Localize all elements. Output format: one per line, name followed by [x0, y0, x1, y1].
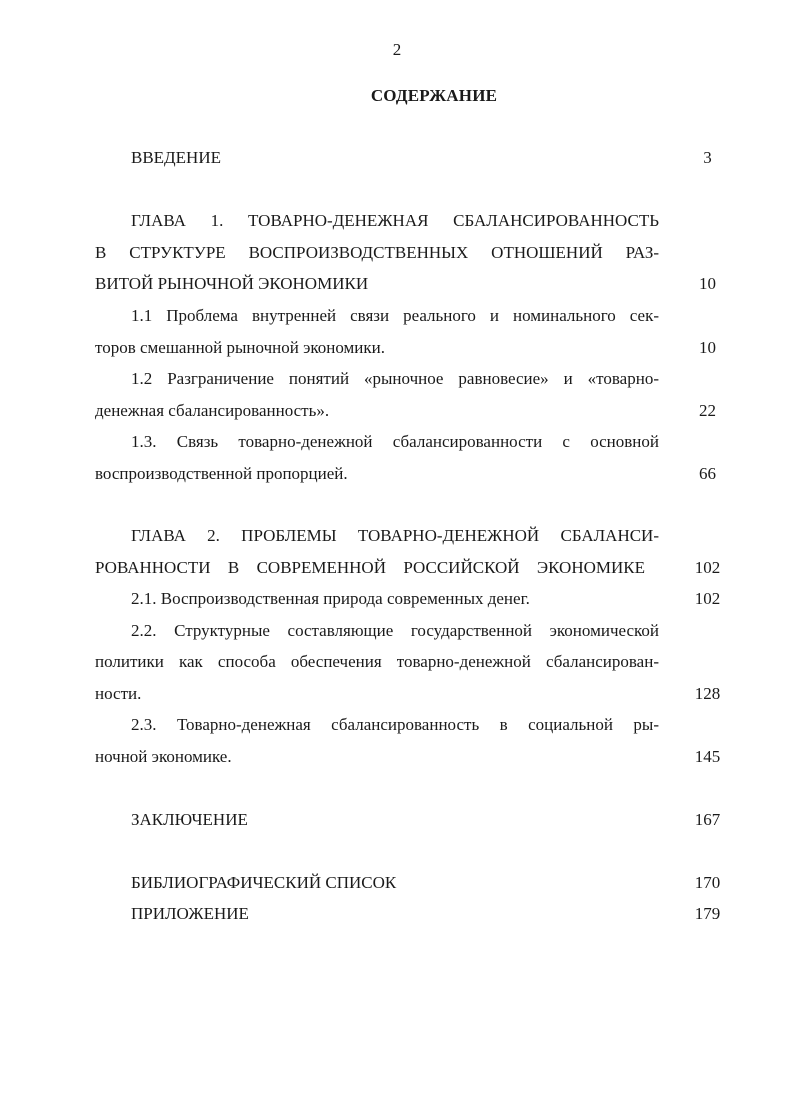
intro-label: ВВЕДЕНИЕ — [131, 148, 221, 167]
section-1-2-line-2: денежная сбалансированность». — [95, 401, 330, 420]
conclusion-page: 167 — [694, 810, 721, 829]
section-1-2-line-1: 1.2 Разграничение понятий «рыночное равновесие» и «товарно- — [131, 369, 659, 388]
section-2-3-line-1: 2.3. Товарно-денежная сбалансированность в социальной ры- — [131, 715, 659, 734]
section-2-1-page: 102 — [694, 589, 721, 608]
conclusion-label: ЗАКЛЮЧЕНИЕ — [131, 810, 248, 829]
chapter-1-page: 10 — [699, 274, 716, 293]
chapter-2-page: 102 — [694, 558, 721, 577]
chapter-1-heading-line-1: ГЛАВА 1. ТОВАРНО-ДЕНЕЖНАЯ СБАЛАНСИРОВАННОСТЬ — [131, 211, 659, 230]
bibliography-page: 170 — [694, 873, 721, 892]
section-1-3-page: 66 — [699, 464, 716, 483]
chapter-1-heading-line-2: В СТРУКТУРЕ ВОСПРОИЗВОДСТВЕННЫХ ОТНОШЕНИЙ РАЗ- — [95, 243, 659, 262]
appendix-page: 179 — [694, 904, 721, 923]
toc-title: СОДЕРЖАНИЕ — [370, 86, 498, 105]
section-2-2-page: 128 — [694, 684, 721, 703]
intro-page: 3 — [703, 148, 712, 167]
section-1-2-page: 22 — [699, 401, 716, 420]
section-2-3-line-2: ночной экономике. — [95, 747, 232, 766]
chapter-2-heading-line-1: ГЛАВА 2. ПРОБЛЕМЫ ТОВАРНО-ДЕНЕЖНОЙ СБАЛАНСИ- — [131, 526, 659, 545]
section-2-2-line-1: 2.2. Структурные составляющие государственной экономической — [131, 621, 659, 640]
section-2-2-line-2: политики как способа обеспечения товарно-денежной сбалансирован- — [95, 652, 659, 671]
appendix-label: ПРИЛОЖЕНИЕ — [131, 904, 249, 923]
section-2-3-page: 145 — [694, 747, 721, 766]
section-1-1-page: 10 — [699, 338, 716, 357]
section-1-3-line-1: 1.3. Связь товарно-денежной сбалансированности с основной — [131, 432, 659, 451]
section-1-1-line-1: 1.1 Проблема внутренней связи реального и номинального сек- — [131, 306, 659, 325]
bibliography-label: БИБЛИОГРАФИЧЕСКИЙ СПИСОК — [131, 873, 397, 892]
section-1-1-line-2: торов смешанной рыночной экономики. — [95, 338, 386, 357]
chapter-1-heading-line-3: ВИТОЙ РЫНОЧНОЙ ЭКОНОМИКИ — [95, 274, 369, 293]
chapter-2-heading-line-2: РОВАННОСТИ В СОВРЕМЕННОЙ РОССИЙСКОЙ ЭКОНОМИКЕ — [95, 558, 645, 577]
section-2-1-line-1: 2.1. Воспроизводственная природа современных денег. — [131, 589, 530, 608]
section-2-2-line-3: ности. — [95, 684, 142, 703]
section-1-3-line-2: воспроизводственной пропорцией. — [95, 464, 348, 483]
page-number: 2 — [392, 40, 402, 59]
